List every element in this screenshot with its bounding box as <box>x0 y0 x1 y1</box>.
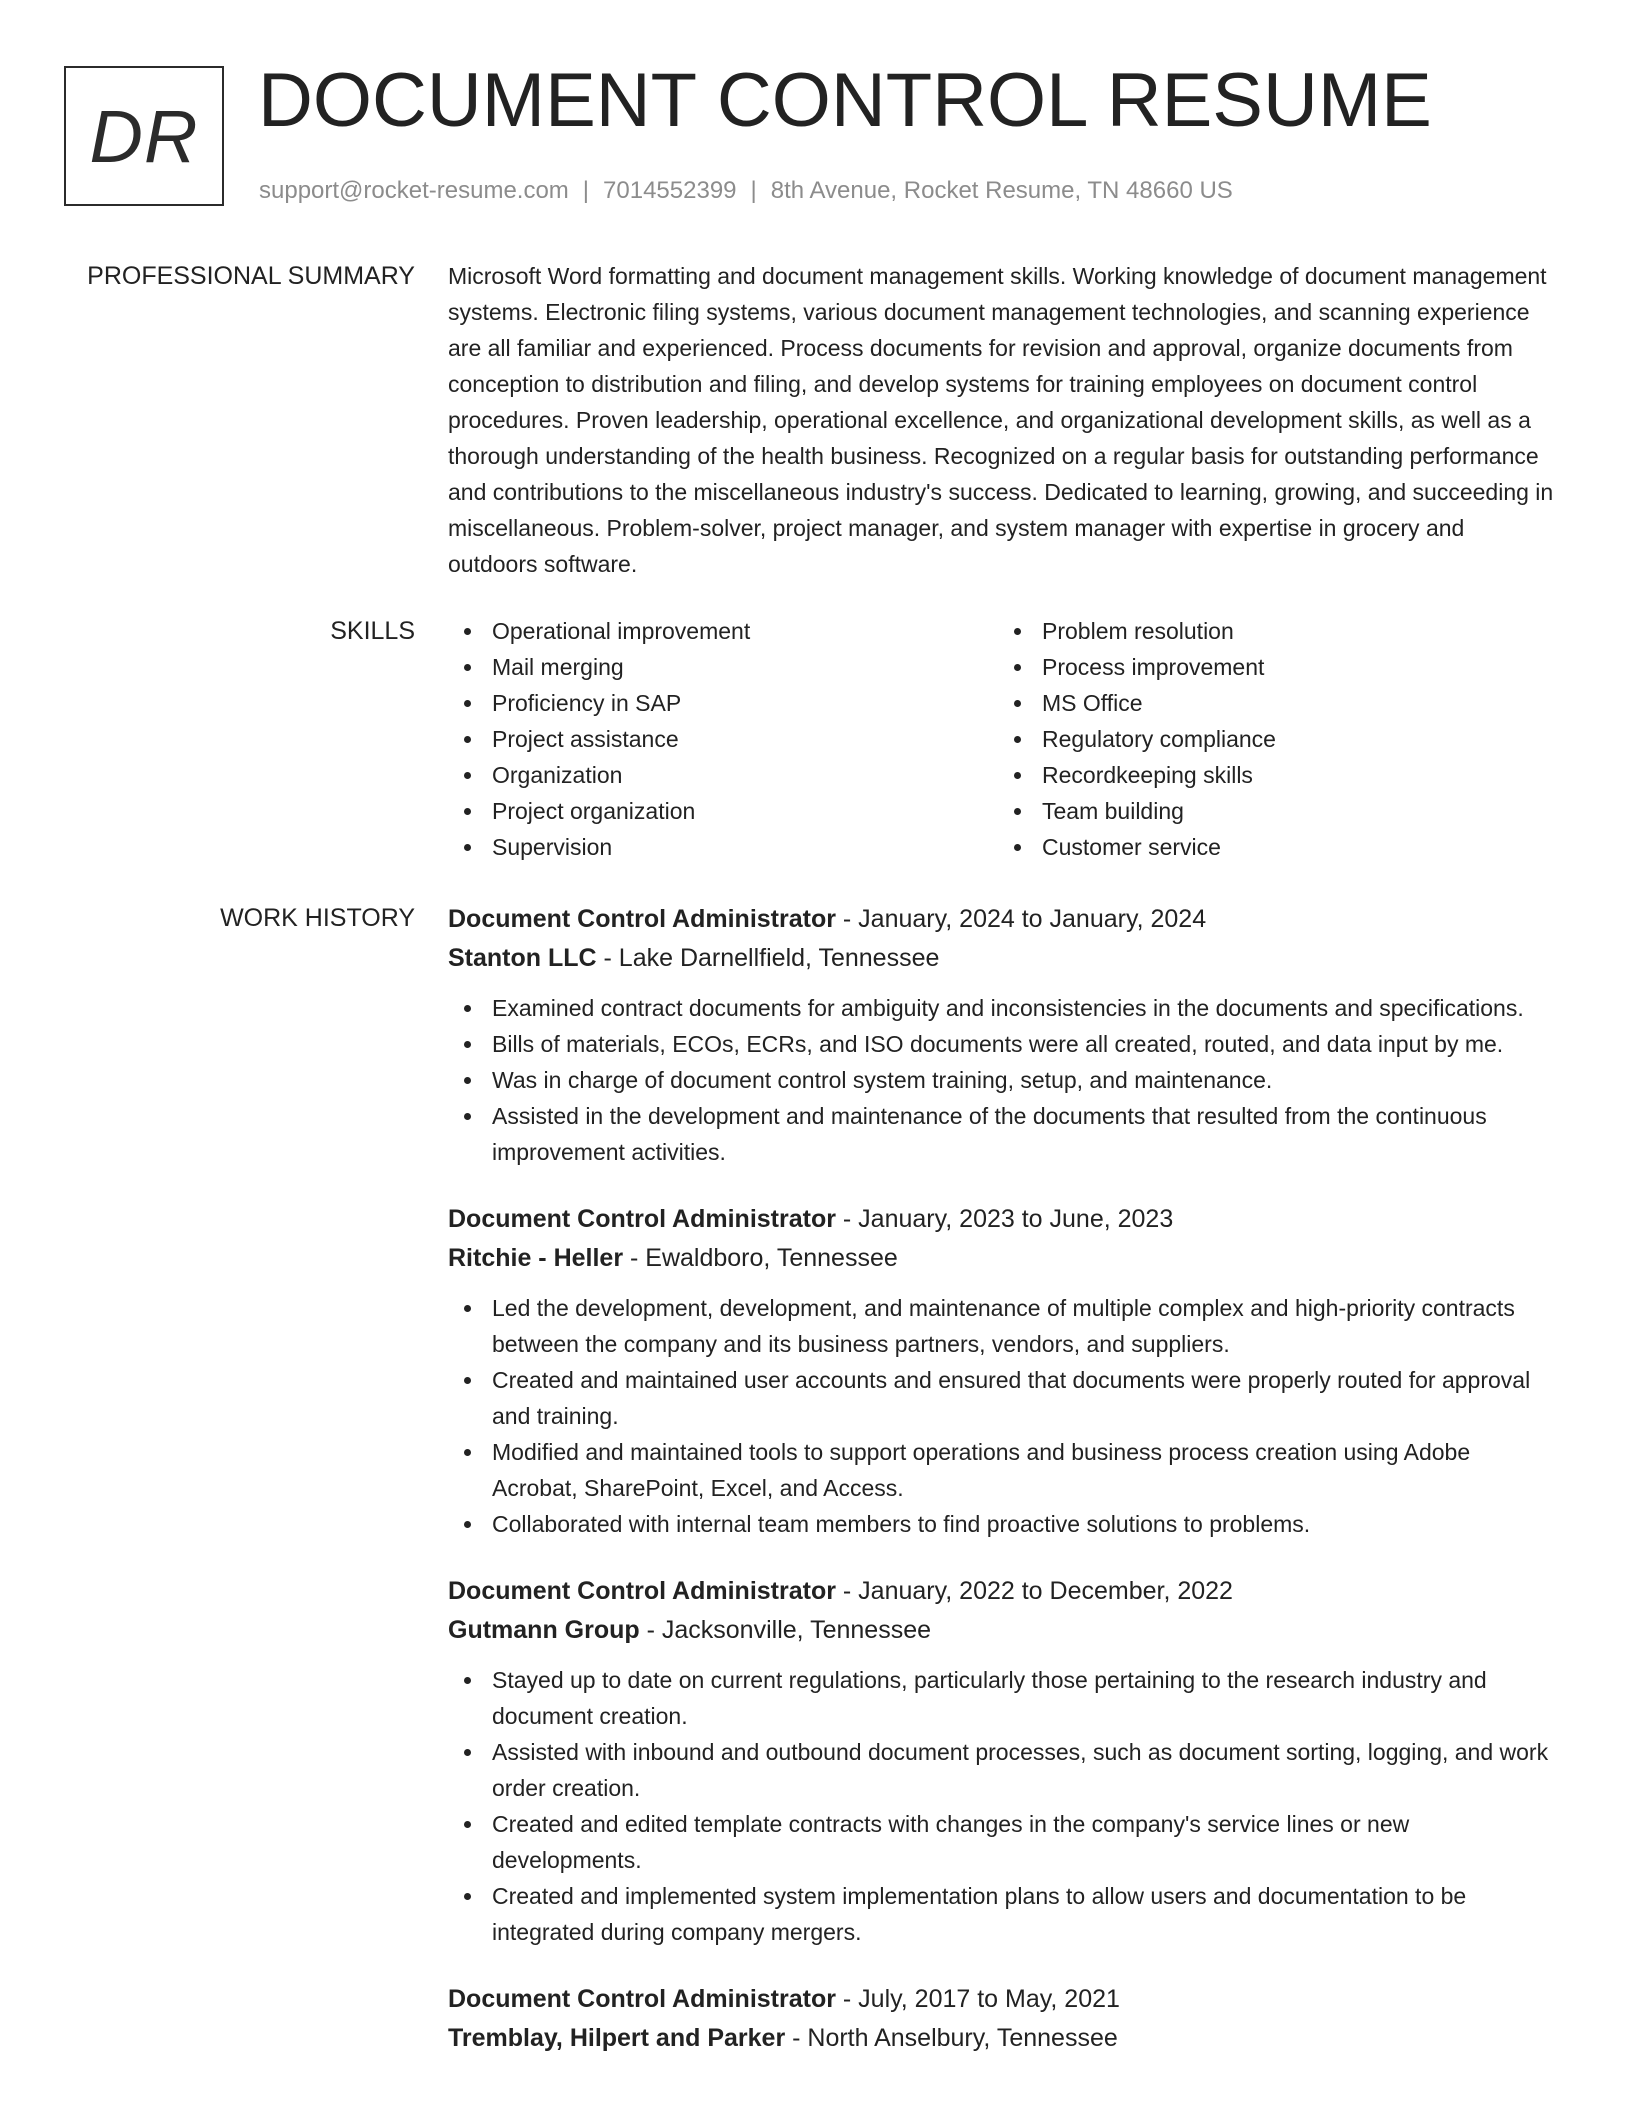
job-company: Gutmann Group <box>448 1616 640 1644</box>
summary-heading: PROFESSIONAL SUMMARY <box>87 262 415 290</box>
job-title-line <box>448 1980 1560 2019</box>
skills-list-right <box>998 613 1548 865</box>
job-entry <box>448 1572 1560 1950</box>
job-bullet: Bills of materials, ECOs, ECRs, and ISO documents were all created, routed, and data input by me. <box>492 1026 1560 1062</box>
job-location: - Lake Darnellfield, Tennessee <box>596 944 940 972</box>
job-location: - North Anselbury, Tennessee <box>785 2024 1118 2052</box>
job-bullet: Led the development, development, and maintenance of multiple complex and high-priority contracts between the company and its business partners, vendors, and suppliers. <box>492 1290 1560 1362</box>
contact-separator: | <box>582 177 590 204</box>
skill-item: MS Office <box>1042 685 1548 721</box>
skills-body <box>448 613 1560 865</box>
job-bullet: Modified and maintained tools to support operations and business process creation using Adobe Acrobat, SharePoint, Excel, and Access. <box>492 1434 1560 1506</box>
job-entry <box>448 1200 1560 1542</box>
job-company-line <box>448 1239 1560 1278</box>
job-title-line <box>448 900 1560 939</box>
work-history-heading: WORK HISTORY <box>220 904 415 932</box>
skill-item: Project assistance <box>492 721 998 757</box>
skill-item: Proficiency in SAP <box>492 685 998 721</box>
job-company: Stanton LLC <box>448 944 597 972</box>
skills-list-left <box>448 613 998 865</box>
job-company-line <box>448 1611 1560 1650</box>
job-bullet: Assisted with inbound and outbound document processes, such as document sorting, logging, and work order creation. <box>492 1734 1560 1806</box>
contact-separator: | <box>750 177 757 204</box>
skill-item: Process improvement <box>1042 649 1548 685</box>
job-bullets <box>448 1662 1560 1950</box>
skill-item: Regulatory compliance <box>1042 721 1548 757</box>
job-title-line <box>448 1200 1560 1239</box>
skill-item: Operational improvement <box>492 613 998 649</box>
contact-phone: 7014552399 <box>603 177 737 204</box>
job-location: - Ewaldboro, Tennessee <box>623 1244 898 1272</box>
skill-item: Customer service <box>1042 829 1548 865</box>
job-company-line <box>448 2019 1560 2058</box>
job-title: Document Control Administrator <box>448 1985 836 2013</box>
job-bullet: Created and implemented system implementation plans to allow users and documentation to be integrated during company mergers. <box>492 1878 1560 1950</box>
job-bullet: Was in charge of document control system training, setup, and maintenance. <box>492 1062 1560 1098</box>
job-title: Document Control Administrator <box>448 905 836 933</box>
skills-heading: SKILLS <box>330 617 415 645</box>
job-entry <box>448 900 1560 1170</box>
contact-email: support@rocket-resume.com <box>259 177 569 204</box>
contact-line <box>259 174 1233 208</box>
work-history-body <box>448 900 1560 2088</box>
skill-item: Team building <box>1042 793 1548 829</box>
job-bullet: Examined contract documents for ambiguity and inconsistencies in the documents and specifications. <box>492 990 1560 1026</box>
job-bullet: Assisted in the development and maintenance of the documents that resulted from the continuous improvement activities. <box>492 1098 1560 1170</box>
job-bullets <box>448 1290 1560 1542</box>
contact-address: 8th Avenue, Rocket Resume, TN 48660 US <box>770 177 1233 204</box>
job-bullet: Created and maintained user accounts and ensured that documents were properly routed for approval and training. <box>492 1362 1560 1434</box>
job-title: Document Control Administrator <box>448 1205 836 1233</box>
job-title-line <box>448 1572 1560 1611</box>
skill-item: Mail merging <box>492 649 998 685</box>
job-dates: - January, 2022 to December, 2022 <box>835 1577 1233 1605</box>
job-dates: - January, 2024 to January, 2024 <box>835 905 1207 933</box>
summary-text: Microsoft Word formatting and document management skills. Working knowledge of document management systems. Electronic filing systems, various document management technologies, and scanning experience are all familiar and experienced. Process documents for revision and approval, organize documents from conception to distribution and filing, and develop systems for training employees on document control procedures. Proven leadership, operational excellence, and organizational development skills, as well as a thorough understanding of the health business. Recognized on a regular basis for outstanding performance and contributions to the miscellaneous industry's success. Dedicated to learning, growing, and succeeding in miscellaneous. Problem-solver, project manager, and system manager with expertise in grocery and outdoors software. <box>448 263 1554 577</box>
job-location: - Jacksonville, Tennessee <box>639 1616 932 1644</box>
summary-body <box>448 258 1560 582</box>
page-title: DOCUMENT CONTROL RESUME <box>258 58 1432 143</box>
job-company: Tremblay, Hilpert and Parker <box>448 2024 786 2052</box>
skill-item: Project organization <box>492 793 998 829</box>
job-dates: - July, 2017 to May, 2021 <box>835 1985 1120 2013</box>
skill-item: Organization <box>492 757 998 793</box>
initials: DR <box>89 94 199 178</box>
skill-item: Recordkeeping skills <box>1042 757 1548 793</box>
skill-item: Supervision <box>492 829 998 865</box>
job-entry <box>448 1980 1560 2058</box>
job-bullet: Collaborated with internal team members to find proactive solutions to problems. <box>492 1506 1560 1542</box>
job-company-line <box>448 939 1560 978</box>
skill-item: Problem resolution <box>1042 613 1548 649</box>
job-dates: - January, 2023 to June, 2023 <box>835 1205 1174 1233</box>
job-bullets <box>448 990 1560 1170</box>
job-bullet: Created and edited template contracts with changes in the company's service lines or new developments. <box>492 1806 1560 1878</box>
job-company: Ritchie - Heller <box>448 1244 624 1272</box>
job-title: Document Control Administrator <box>448 1577 836 1605</box>
job-bullet: Stayed up to date on current regulations, particularly those pertaining to the research industry and document creation. <box>492 1662 1560 1734</box>
monogram-box <box>64 66 224 206</box>
